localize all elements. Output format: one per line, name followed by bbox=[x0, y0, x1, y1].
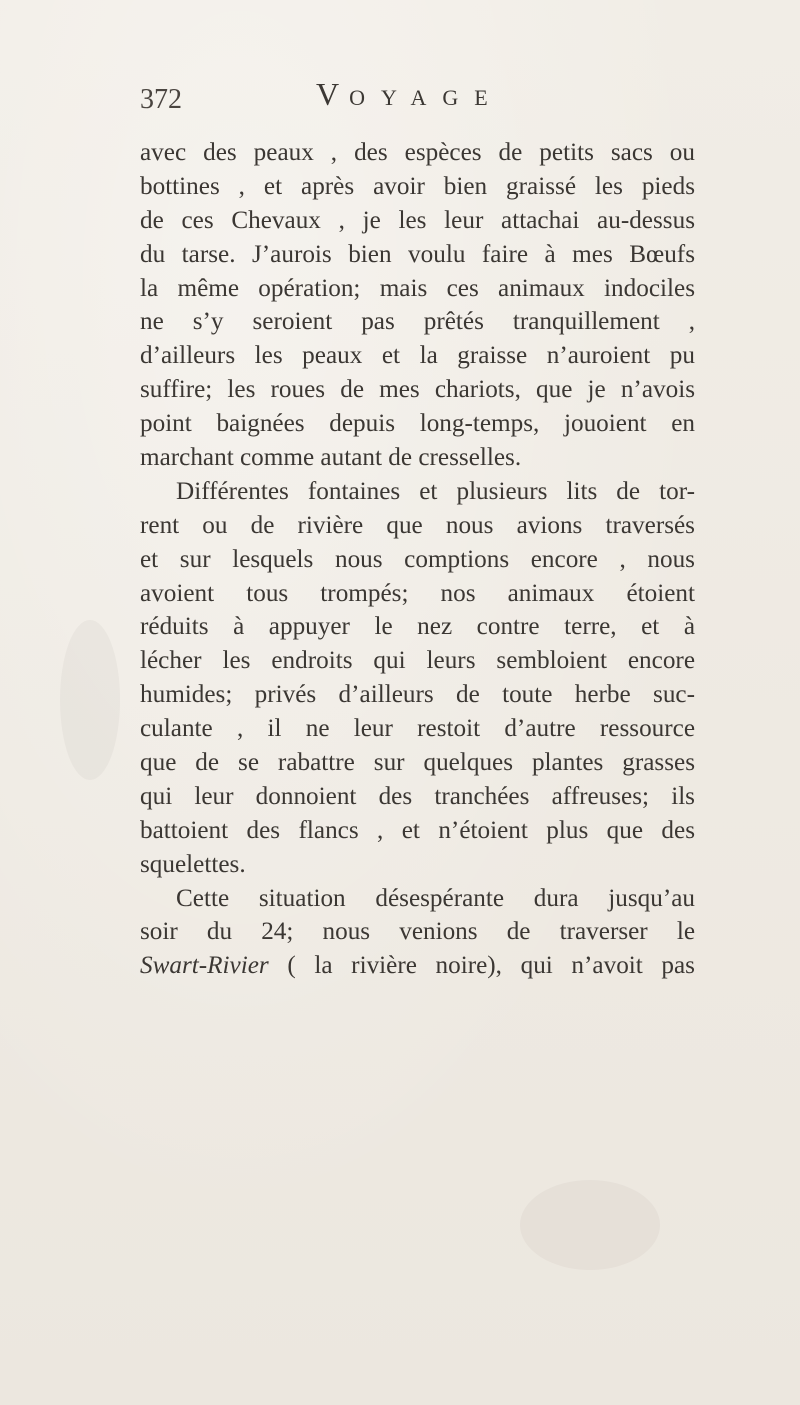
text-line: rent ou de rivière que nous avions traversés bbox=[140, 511, 695, 539]
text-line-rest: ( la rivière noire), qui n’avoit pas bbox=[268, 952, 695, 980]
text-line: Cette situation désespérante dura jusqu’au bbox=[176, 884, 695, 912]
text-line: qui leur donnoient des tranchées affreuses; ils bbox=[140, 782, 695, 810]
text-line: battoient des flancs , et n’étoient plus que des bbox=[140, 816, 695, 844]
running-head bbox=[316, 76, 504, 113]
text-line: point baignées depuis long-temps, jouoient en bbox=[140, 410, 695, 438]
text-line: du tarse. J’aurois bien voulu faire à mes Bœufs bbox=[140, 240, 695, 268]
text-line: soir du 24; nous venions de traverser le bbox=[140, 918, 695, 946]
running-head-initial: V bbox=[316, 76, 350, 112]
text-line: suffire; les roues de mes chariots, que je n’avois bbox=[140, 376, 695, 404]
running-head-rest: OYAGE bbox=[349, 85, 504, 110]
text-line: avoient tous trompés; nos animaux étoient bbox=[140, 579, 695, 607]
text-line: ne s’y seroient pas prêtés tranquillement , bbox=[140, 308, 695, 336]
text-line: réduits à appuyer le nez contre terre, et à bbox=[140, 613, 695, 641]
text-line: squelettes. bbox=[140, 850, 246, 878]
page-header bbox=[140, 70, 580, 120]
text-line: avec des peaux , des espèces de petits sacs ou bbox=[140, 139, 695, 166]
text-line: d’ailleurs les peaux et la graisse n’auroient pu bbox=[140, 342, 695, 370]
text-line: la même opération; mais ces animaux indociles bbox=[140, 274, 695, 302]
text-line: et sur lesquels nous comptions encore , nous bbox=[140, 545, 695, 573]
text-line: humides; privés d’ailleurs de toute herbe suc- bbox=[140, 681, 695, 709]
body-text bbox=[140, 136, 695, 983]
page-number: 372 bbox=[140, 84, 182, 115]
text-line: de ces Chevaux , je les leur attachai au-dessus bbox=[140, 206, 695, 234]
text-line: Différentes fontaines et plusieurs lits de tor- bbox=[176, 477, 695, 505]
text-line: lécher les endroits qui leurs sembloient encore bbox=[140, 647, 695, 675]
text-line: culante , il ne leur restoit d’autre ressource bbox=[140, 715, 695, 743]
text-line: que de se rabattre sur quelques plantes grasses bbox=[140, 749, 695, 777]
river-name: Swart-Rivier bbox=[140, 952, 269, 980]
text-line: bottines , et après avoir bien graissé les pieds bbox=[140, 172, 695, 200]
text-line: marchant comme autant de cresselles. bbox=[140, 444, 522, 472]
paper-stain bbox=[520, 1180, 660, 1270]
paper-stain bbox=[60, 620, 120, 780]
text-line bbox=[140, 949, 695, 983]
